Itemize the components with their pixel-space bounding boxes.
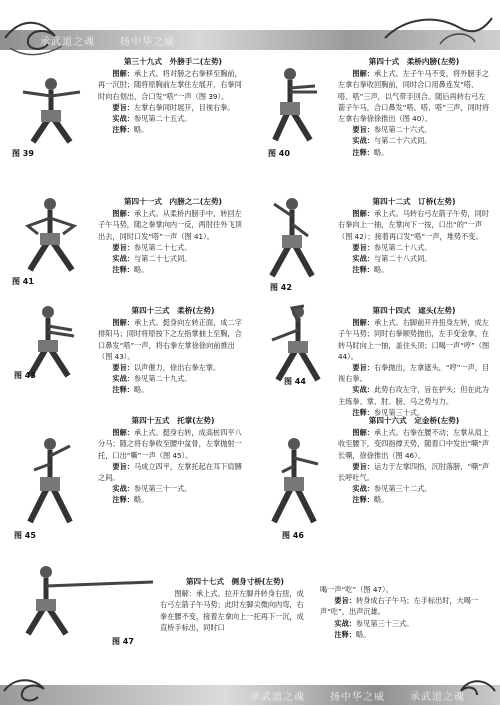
bottom-ornament-band: [0, 675, 500, 707]
section-39-text-combat: 参见第二十五式。: [133, 114, 192, 124]
section-42-label-diagram: 图解：: [352, 209, 374, 219]
section-43-label-note: 注释：: [112, 385, 134, 395]
section-46-text-diagram: 承上式。右拳在腰不动；左掌从肩上收至腰下，变四指撑天势，随着口中发出“嘶”声长嘶，徐徐推出（图 46）。: [338, 428, 490, 460]
figure-42-caption: 图 42: [270, 283, 292, 292]
section-42-text-combat: 与第二十八式同。: [373, 254, 432, 264]
section-42-text-diagram: 承上式。马转右弓左箭子午势，同时右拳向上一抽，左掌向下一按，口出“的”一声（图 42）；接着再口发“嗒”一声，堆势不变。: [338, 209, 489, 241]
section-47-text-note: 略。: [355, 629, 371, 639]
section-40: [338, 56, 490, 158]
figure-47-illustration: [8, 560, 158, 640]
section-47-title: 第四十七式 侧身寸桥(左势): [185, 577, 285, 586]
section-40-text-note: 略。: [373, 147, 389, 157]
section-46-title: 第四十六式 定金桥(左势): [368, 416, 460, 425]
section-40-label-combat: 实战：: [352, 136, 374, 146]
section-46-label-combat: 实战：: [352, 484, 374, 494]
figure-47-caption: 图 47: [112, 637, 134, 646]
section-44-label-diagram: 图解：: [352, 318, 374, 328]
bottom-right-scroll-ornament: [455, 675, 500, 707]
section-40-text-combat: 与第二十六式同。: [373, 136, 432, 146]
section-45: [98, 415, 248, 506]
section-41-label-key: 要旨：: [112, 242, 134, 252]
section-45-text-combat: 参见第三十一式。: [133, 484, 192, 494]
section-41-label-note: 注释：: [112, 265, 134, 275]
section-40-text-diagram: 承上式。左子午马不变，将外膀手之左拿右拳收回胸前，同时合口用鼻连发“嗒、嗒、嗒”三声，以气带手回合。随后再转右弓左箭子午马，合口鼻发“嗒、嗒、嗒”三声，同时将左拿右拳徐徐推出（图 40）。: [338, 69, 490, 124]
section-42-label-note: 注释：: [352, 265, 374, 275]
section-42-label-combat: 实战：: [352, 254, 374, 264]
section-40-title: 第四十式 柔桥内膀(左势): [368, 57, 460, 66]
section-44-text-diagram: 承上式。右脚前开并扭身左转，成左子午马势；同时右拳顺势抛出，左手变金拿，在转马时向上一抽，盖住头顶；口喝一声“哼”（图 44）。: [338, 318, 490, 361]
section-47-text-left: 图解：承上式。拉开左脚并转身右扭，成右弓左箭子午马势；此时左脚尖微向内弯，右拳在腰不变，接着左拿向上一托再下一沉，成直桥手标出，同时口: [160, 589, 304, 632]
section-43-label-key: 要旨：: [112, 363, 134, 373]
section-41-text-combat: 与第二十七式同。: [133, 254, 192, 264]
section-47-right: [320, 584, 490, 640]
figure-45-caption: 图 45: [14, 531, 36, 540]
section-47-text-combat: 参见第三十三式。: [355, 618, 414, 628]
section-41-label-combat: 实战：: [112, 254, 134, 264]
section-43-title: 第四十三式 柔桥(左势): [131, 306, 215, 315]
figure-40-caption: 图 40: [268, 149, 290, 158]
section-42-text-key: 参见第二十八式。: [373, 242, 432, 252]
section-41-text-note: 略。: [133, 265, 149, 275]
section-47-text-key: 转身成右子午马；左手标出时，大喝一声“吃”，出声沉雄。: [320, 596, 479, 617]
figure-43-caption: 图 43: [14, 371, 36, 380]
section-39-title: 第三十九式 外膀手二(左势): [123, 57, 223, 66]
section-44: [338, 305, 490, 418]
section-45-label-note: 注释：: [112, 495, 134, 505]
section-47-label-note: 注释：: [334, 629, 356, 639]
section-47-text-continued: 喝一声“吃”（图 47）。: [320, 585, 393, 594]
section-41-label-diagram: 图解：: [112, 209, 134, 219]
section-46: [338, 415, 490, 506]
bottom-left-scroll-ornament: [0, 675, 60, 707]
section-39-text-diagram: 承上式。将对膀之右拳移至胸前，再一沉肘；随将原胸前左掌往左展开，右拳同时向右划出，合口发“嗒”一声（图 39）。: [98, 69, 242, 101]
figure-39-illustration: [8, 70, 93, 150]
section-44-label-note: 注释：: [352, 407, 374, 417]
section-44-label-key: 要旨：: [352, 363, 374, 373]
figure-46-caption: 图 46: [282, 531, 304, 540]
section-45-title: 第四十五式 托掌(左势): [131, 416, 215, 425]
section-45-label-combat: 实战：: [112, 484, 134, 494]
section-43-text-combat: 参见第二十九式。: [133, 374, 192, 384]
section-46-text-combat: 参见第三十二式。: [373, 484, 432, 494]
watermark-top-2: 扬中华之威: [120, 37, 175, 48]
section-43: [98, 305, 248, 396]
section-47-label-key: 要旨：: [334, 596, 356, 606]
section-47-label-combat: 实战：: [334, 618, 356, 628]
section-41-text-key: 参见第二十七式。: [133, 242, 192, 252]
figure-41-illustration: [8, 190, 98, 275]
section-39: [98, 56, 248, 135]
section-43-text-note: 略。: [133, 385, 149, 395]
section-44-text-combat: 此势右攻左守，旨在护头；但在此为主练拳、掌、肘、膀、马之势与力。: [338, 385, 489, 406]
section-40-label-diagram: 图解：: [352, 69, 374, 79]
section-43-label-diagram: 图解：: [112, 318, 134, 328]
section-43-label-combat: 实战：: [112, 374, 134, 384]
section-45-label-key: 要旨：: [112, 461, 134, 471]
section-44-text-note: 参见第三十式。: [373, 407, 425, 417]
section-46-label-note: 注释：: [352, 495, 374, 505]
watermark-bottom-2: 扬中华之威: [330, 692, 385, 703]
section-41: [98, 196, 248, 275]
section-39-label-combat: 实战：: [112, 114, 134, 124]
section-41-text-diagram: 承上式。从柔桥内膀手中，转回左子午马势，随之拳掌向内一反，两肘往外飞顶出去，同时口发“嗒”一声（图 41）。: [98, 209, 242, 241]
section-39-text-note: 略。: [133, 125, 149, 135]
figure-40-illustration: [255, 62, 335, 147]
section-39-text-key: 左掌右拳同时展开，目视右拳。: [133, 102, 235, 112]
watermark-top-1: 承武道之魂: [40, 37, 95, 48]
figure-43-illustration: [8, 300, 93, 380]
section-42-title: 第四十二式 订桥(左势): [372, 197, 456, 206]
section-40-label-key: 要旨：: [352, 125, 374, 135]
section-43-text-key: 以声催力，徐出右拳左掌。: [133, 363, 221, 373]
section-42-text-note: 略。: [373, 265, 389, 275]
figure-39-caption: 图 39: [12, 149, 34, 158]
section-39-label-key: 要旨：: [112, 102, 134, 112]
figure-46-illustration: [252, 430, 337, 530]
watermark-bottom-3: 承武道之魂: [410, 692, 465, 703]
figure-44-illustration: [252, 300, 337, 385]
section-46-label-diagram: 图解：: [352, 428, 374, 438]
section-40-text-key: 参见第二十六式。: [373, 125, 432, 135]
section-46-text-note: 略。: [373, 495, 389, 505]
section-45-text-diagram: 承上式。挺身右转，成高桩四平八分马；随之将右拳收至腰中盆骨，左掌抛射一托，口出“嘶”一声（图 45）。: [98, 428, 242, 460]
top-right-scroll-ornament: [380, 8, 500, 52]
section-40-label-note: 注释：: [352, 147, 374, 157]
figure-42-illustration: [252, 190, 332, 285]
section-44-text-key: 右拳抛出，左拿遮头，“哼”一声，目视右拳。: [338, 363, 490, 384]
section-45-label-diagram: 图解：: [112, 428, 134, 438]
section-39-label-diagram: 图解：: [112, 69, 134, 79]
section-44-title: 第四十四式 遮头(左势): [372, 306, 456, 315]
section-47-left: [160, 576, 310, 633]
section-46-label-key: 要旨：: [352, 461, 374, 471]
section-43-text-diagram: 承上式。挺身向左转正面，成二字排阳马；同时将原按下之左指掌抽上至胸，合口鼻发“嗒”一声，将右拳左掌徐徐向前推出（图 43）。: [98, 318, 242, 361]
top-ornament-band: [0, 0, 500, 60]
figure-45-illustration: [8, 430, 93, 530]
section-45-text-key: 马成立四平，左掌托起在耳下肩膊之间。: [98, 461, 242, 483]
section-42-label-key: 要旨：: [352, 242, 374, 252]
figure-44-caption: 图 44: [284, 377, 306, 386]
watermark-bottom-1: 承武道之魂: [250, 692, 305, 703]
section-45-text-note: 略。: [133, 495, 149, 505]
figure-41-caption: 图 41: [12, 277, 34, 286]
section-41-title: 第四十一式 内膀之二(左势): [123, 197, 223, 206]
section-39-label-note: 注释：: [112, 125, 134, 135]
section-42: [338, 196, 490, 275]
section-46-text-key: 运力于左掌四指，沉肘落膀，“嘶”声长呼吐气。: [338, 461, 490, 483]
section-44-label-combat: 实战：: [352, 385, 374, 395]
